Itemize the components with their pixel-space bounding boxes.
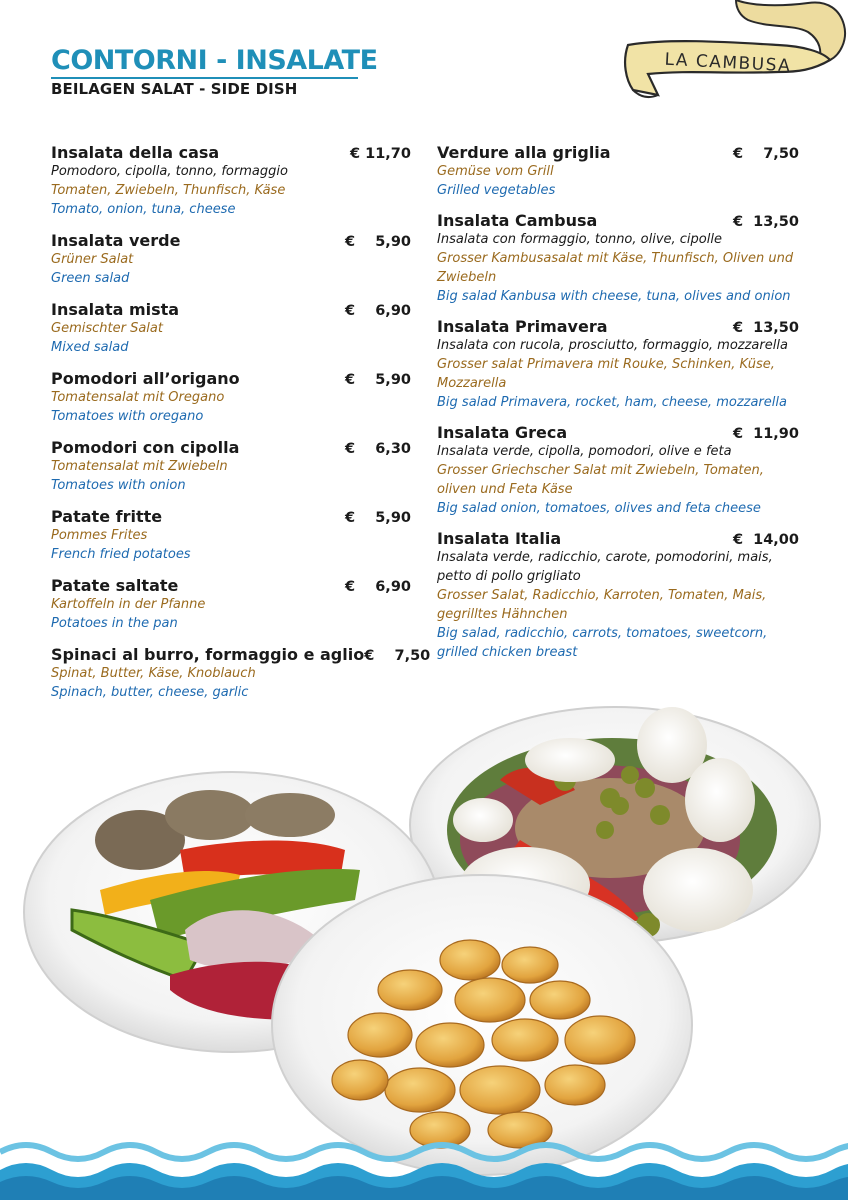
dish-name: Spinaci al burro, formaggio e aglio bbox=[51, 645, 365, 664]
dish-price: € 11,70 bbox=[349, 146, 411, 162]
dish-name: Patate fritte bbox=[51, 507, 163, 526]
menu-item bbox=[437, 529, 799, 662]
description-german: Grosser Griechscher Salat mit Zwiebeln, Tomaten, oliven und Feta Käse bbox=[437, 463, 764, 497]
menu-item bbox=[437, 143, 799, 200]
description-english: Grilled vegetables bbox=[437, 183, 556, 198]
description-english: Mixed salad bbox=[51, 340, 129, 355]
dish-name: Insalata Cambusa bbox=[437, 211, 598, 230]
menu-item bbox=[51, 438, 411, 495]
description-english: Tomato, onion, tuna, cheese bbox=[51, 202, 236, 217]
dish-name: Insalata Primavera bbox=[437, 317, 608, 336]
title-underline bbox=[51, 77, 358, 79]
page-title: CONTORNI - INSALATE bbox=[51, 45, 378, 76]
menu-item bbox=[437, 211, 799, 306]
description-italian: Insalata verde, radicchio, carote, pomodorini, mais, petto di pollo grigliato bbox=[437, 550, 773, 584]
description-english: Big salad, radicchio, carrots, tomatoes, sweetcorn, grilled chicken breast bbox=[437, 626, 768, 660]
menu-column-right bbox=[437, 143, 799, 673]
description-italian: Insalata verde, cipolla, pomodori, olive e feta bbox=[437, 444, 732, 459]
description-english: Green salad bbox=[51, 271, 130, 286]
wave-border bbox=[0, 1130, 848, 1200]
dish-name: Insalata Italia bbox=[437, 529, 562, 548]
dish-price: € 14,00 bbox=[732, 532, 799, 548]
description-german: Grüner Salat bbox=[51, 252, 134, 267]
dish-price: € 7,50 bbox=[364, 648, 431, 664]
description-english: Spinach, butter, cheese, garlic bbox=[51, 685, 249, 700]
logo-text: LA CAMBUSA bbox=[664, 49, 792, 77]
description-english: Big salad Kanbusa with cheese, tuna, olives and onion bbox=[437, 289, 791, 304]
description-german: Gemischter Salat bbox=[51, 321, 163, 336]
dish-price: € 11,90 bbox=[732, 426, 799, 442]
page-subtitle: BEILAGEN SALAT - SIDE DISH bbox=[51, 80, 298, 98]
description-german: Spinat, Butter, Käse, Knoblauch bbox=[51, 666, 256, 681]
description-german: Gemüse vom Grill bbox=[437, 164, 554, 179]
description-english: Big salad Primavera, rocket, ham, cheese, mozzarella bbox=[437, 395, 787, 410]
dish-name: Insalata mista bbox=[51, 300, 180, 319]
dish-name: Pomodori all’origano bbox=[51, 369, 240, 388]
description-german: Tomatensalat mit Zwiebeln bbox=[51, 459, 228, 474]
dish-price: € 13,50 bbox=[732, 320, 799, 336]
menu-item bbox=[51, 369, 411, 426]
dish-price: € 5,90 bbox=[344, 234, 411, 250]
menu-item bbox=[51, 507, 411, 564]
description-english: Tomatoes with onion bbox=[51, 478, 186, 493]
food-photo bbox=[0, 690, 848, 1200]
dish-name: Patate saltate bbox=[51, 576, 179, 595]
dish-name: Insalata verde bbox=[51, 231, 181, 250]
dish-price: € 6,90 bbox=[344, 579, 411, 595]
description-english: Potatoes in the pan bbox=[51, 616, 178, 631]
description-german: Grosser salat Primavera mit Rouke, Schinken, Küse, Mozzarella bbox=[437, 357, 775, 391]
description-italian: Insalata con rucola, prosciutto, formaggio, mozzarella bbox=[437, 338, 788, 353]
description-german: Grosser Salat, Radicchio, Karroten, Tomaten, Mais, gegrilltes Hähnchen bbox=[437, 588, 767, 622]
menu-item bbox=[437, 423, 799, 518]
description-italian: Insalata con formaggio, tonno, olive, cipolle bbox=[437, 232, 722, 247]
menu-column-left bbox=[51, 143, 431, 714]
dish-price: € 6,30 bbox=[344, 441, 411, 457]
menu-item bbox=[51, 576, 411, 633]
menu-item bbox=[51, 231, 411, 288]
description-german: Pommes Frites bbox=[51, 528, 148, 543]
description-german: Kartoffeln in der Pfanne bbox=[51, 597, 206, 612]
la-cambusa-logo bbox=[608, 0, 848, 110]
description-german: Tomatensalat mit Oregano bbox=[51, 390, 225, 405]
dish-name: Insalata della casa bbox=[51, 143, 220, 162]
menu-item bbox=[437, 317, 799, 412]
description-english: Tomatoes with oregano bbox=[51, 409, 204, 424]
dish-price: € 13,50 bbox=[732, 214, 799, 230]
dish-price: € 5,90 bbox=[344, 372, 411, 388]
menu-item bbox=[51, 300, 411, 357]
description-english: French fried potatoes bbox=[51, 547, 191, 562]
dish-name: Pomodori con cipolla bbox=[51, 438, 240, 457]
dish-price: € 6,90 bbox=[344, 303, 411, 319]
description-italian: Pomodoro, cipolla, tonno, formaggio bbox=[51, 164, 288, 179]
description-english: Big salad onion, tomatoes, olives and feta cheese bbox=[437, 501, 761, 516]
dish-price: € 7,50 bbox=[732, 146, 799, 162]
dish-name: Insalata Greca bbox=[437, 423, 568, 442]
description-german: Grosser Kambusasalat mit Käse, Thunfisch, Oliven und Zwiebeln bbox=[437, 251, 794, 285]
dish-price: € 5,90 bbox=[344, 510, 411, 526]
description-german: Tomaten, Zwiebeln, Thunfisch, Käse bbox=[51, 183, 286, 198]
menu-item bbox=[51, 143, 411, 219]
dish-name: Verdure alla griglia bbox=[437, 143, 611, 162]
